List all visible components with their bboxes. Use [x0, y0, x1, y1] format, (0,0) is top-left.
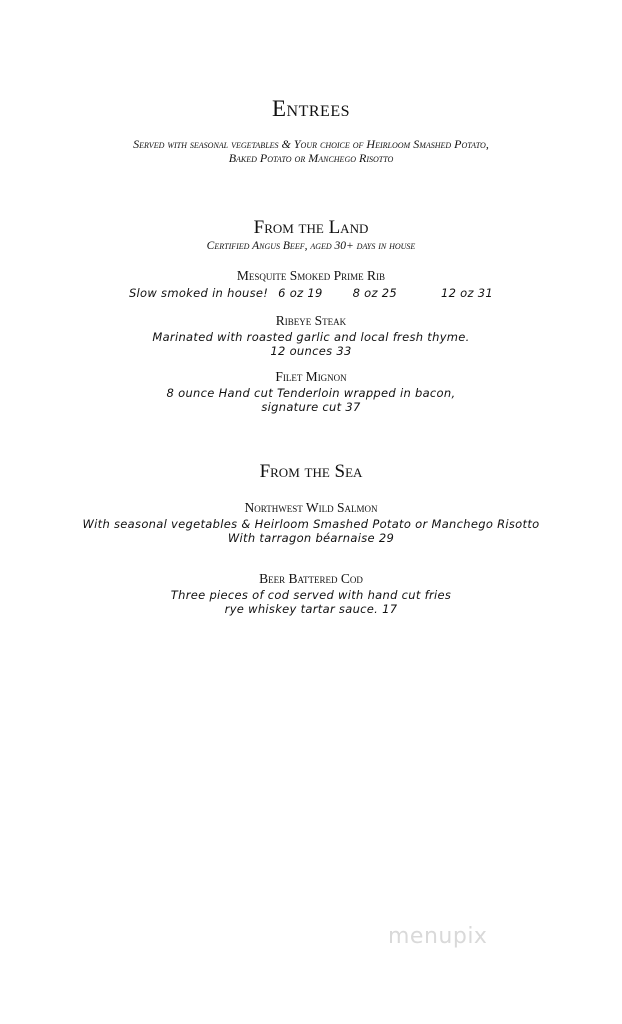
item-desc-ribeye-line-2: 12 ounces 33: [270, 344, 352, 358]
item-name-salmon: Northwest Wild Salmon: [244, 500, 378, 515]
item-desc-prime-rib: [0, 286, 622, 301]
section-note-land: Certified Angus Beef, aged 30+ days in house: [206, 240, 416, 252]
item-desc-salmon-line-1: With seasonal vegetables & Heirloom Smashed Potato or Manchego Risotto: [82, 517, 540, 531]
prime-rib-price-6oz: 6 oz 19: [278, 286, 323, 300]
section-title-sea: From the Sea: [259, 461, 363, 482]
item-desc-salmon-line-2: With tarragon béarnaise 29: [227, 531, 395, 545]
item-desc-filet-line-1: 8 ounce Hand cut Tenderloin wrapped in bacon,: [166, 386, 456, 400]
item-name-prime-rib: Mesquite Smoked Prime Rib: [236, 268, 386, 283]
item-desc-cod-line-2: rye whiskey tartar sauce. 17: [224, 602, 398, 616]
item-name-cod: Beer Battered Cod: [259, 571, 363, 586]
prime-rib-price-8oz: 8 oz 25: [352, 286, 398, 300]
prime-rib-note: Slow smoked in house!: [128, 286, 269, 300]
entrees-subtitle-line-1: Served with seasonal vegetables & Your choice of Heirloom Smashed Potato,: [133, 137, 489, 151]
page-title: Entrees: [272, 96, 350, 121]
prime-rib-price-12oz: 12 oz 31: [440, 286, 494, 300]
entrees-subtitle-line-2: Baked Potato or Manchego Risotto: [228, 151, 394, 165]
item-name-filet: Filet Mignon: [275, 369, 347, 384]
section-title-land: From the Land: [253, 217, 369, 238]
item-desc-filet-line-2: signature cut 37: [261, 400, 361, 414]
menupix-watermark: menupix: [388, 924, 488, 949]
item-desc-cod-line-1: Three pieces of cod served with hand cut fries: [170, 588, 452, 602]
item-desc-ribeye-line-1: Marinated with roasted garlic and local fresh thyme.: [152, 330, 470, 344]
item-name-ribeye: Ribeye Steak: [275, 313, 347, 328]
